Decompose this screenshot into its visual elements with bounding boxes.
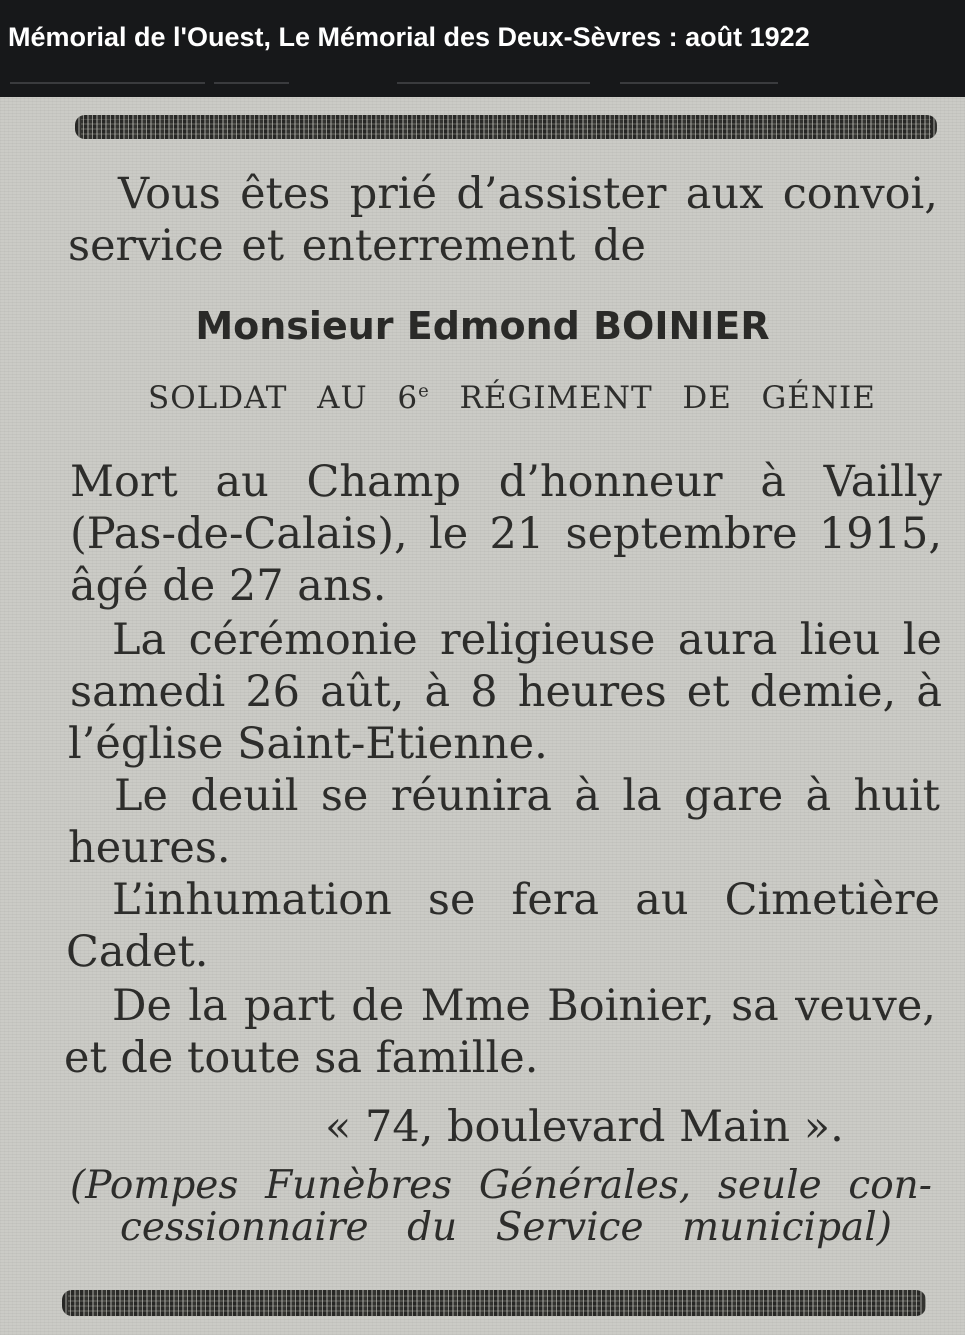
deceased-name: Monsieur Edmond BOINIER bbox=[195, 304, 770, 348]
pompes-line-2 bbox=[120, 1205, 892, 1251]
word: part bbox=[243, 981, 335, 1031]
word: se bbox=[427, 875, 476, 925]
body-line-5 bbox=[70, 667, 942, 717]
word: de bbox=[592, 221, 646, 271]
word: enterrement bbox=[301, 221, 576, 271]
word: d’honneur bbox=[498, 457, 723, 507]
word: Vous bbox=[118, 169, 221, 219]
word: L’inhumation bbox=[112, 875, 392, 925]
bottom-ornamental-rule bbox=[62, 1290, 926, 1316]
word: con- bbox=[848, 1163, 932, 1208]
word: DE bbox=[682, 380, 732, 416]
word: sa bbox=[731, 981, 779, 1031]
word: GÉNIE bbox=[761, 380, 876, 416]
newspaper-clipping bbox=[0, 97, 965, 1335]
address-line: « 74, boulevard Main ». bbox=[325, 1102, 844, 1152]
body-line-8: heures. bbox=[68, 823, 231, 873]
word: à bbox=[916, 667, 942, 717]
word: Mort bbox=[70, 457, 178, 507]
word: gare bbox=[684, 771, 784, 821]
word: RÉGIMENT bbox=[459, 380, 653, 416]
word: Funèbres bbox=[265, 1163, 453, 1208]
word: du bbox=[407, 1205, 458, 1250]
word: au bbox=[635, 875, 689, 925]
word: Boinier, bbox=[547, 981, 715, 1031]
word: septembre bbox=[565, 509, 798, 559]
word: seule bbox=[717, 1163, 822, 1208]
word: service bbox=[68, 221, 224, 271]
intro-line-2 bbox=[68, 221, 646, 271]
word: Mme bbox=[420, 981, 531, 1031]
word: à bbox=[574, 771, 600, 821]
word: aût, bbox=[320, 667, 405, 717]
body-line-3: âgé de 27 ans. bbox=[70, 561, 387, 611]
word: cérémonie bbox=[188, 615, 418, 665]
header-divider bbox=[0, 82, 965, 86]
word: Champ bbox=[306, 457, 462, 507]
word: de bbox=[351, 981, 405, 1031]
word: à bbox=[760, 457, 786, 507]
body-line-6: l’église Saint-Etienne. bbox=[68, 719, 548, 769]
word: lieu bbox=[799, 615, 881, 665]
word: et bbox=[241, 221, 285, 271]
body-line-9 bbox=[112, 875, 940, 925]
word: convoi, bbox=[782, 169, 938, 219]
word: la bbox=[622, 771, 662, 821]
word: êtes bbox=[240, 169, 331, 219]
word: 1915, bbox=[818, 509, 942, 559]
word: 21 bbox=[489, 509, 545, 559]
word: à bbox=[424, 667, 451, 717]
word: prié bbox=[349, 169, 437, 219]
word: cessionnaire bbox=[120, 1205, 369, 1250]
word: De bbox=[112, 981, 172, 1031]
military-rank bbox=[148, 380, 876, 416]
word: Vailly bbox=[823, 457, 942, 507]
word: veuve, bbox=[795, 981, 936, 1031]
word: huit bbox=[853, 771, 940, 821]
body-line-11 bbox=[112, 981, 936, 1031]
word: samedi bbox=[70, 667, 226, 717]
word: 8 bbox=[470, 667, 498, 717]
word: aura bbox=[677, 615, 778, 665]
word: Le bbox=[114, 771, 169, 821]
pompes-line-1 bbox=[70, 1163, 932, 1209]
word: Service bbox=[495, 1205, 644, 1250]
word: la bbox=[188, 981, 228, 1031]
word: heures bbox=[517, 667, 667, 717]
word: La bbox=[112, 615, 167, 665]
word: AU bbox=[317, 380, 368, 416]
word: Générales, bbox=[478, 1163, 692, 1208]
body-line-4 bbox=[112, 615, 942, 665]
word: et bbox=[686, 667, 730, 717]
top-ornamental-rule bbox=[75, 115, 937, 139]
body-line-7 bbox=[114, 771, 940, 821]
word: fera bbox=[511, 875, 600, 925]
word: se bbox=[320, 771, 369, 821]
body-line-10: Cadet. bbox=[66, 927, 209, 977]
word: (Pas-de-Calais), bbox=[70, 509, 408, 559]
word: d’assister bbox=[456, 169, 667, 219]
body-line-2 bbox=[70, 509, 942, 559]
document-title: Mémorial de l'Ouest, Le Mémorial des Deux-Sèvres : août 1922 bbox=[8, 22, 810, 52]
word: au bbox=[215, 457, 269, 507]
word: réunira bbox=[390, 771, 553, 821]
word: SOLDAT bbox=[148, 380, 288, 416]
word: deuil bbox=[190, 771, 299, 821]
word: aux bbox=[685, 169, 764, 219]
word: municipal) bbox=[682, 1205, 892, 1250]
word: religieuse bbox=[440, 615, 656, 665]
word: 26 bbox=[245, 667, 301, 717]
body-line-12: et de toute sa famille. bbox=[64, 1033, 539, 1083]
intro-line-1 bbox=[118, 169, 938, 219]
word: le bbox=[429, 509, 469, 559]
title-bar bbox=[0, 0, 965, 97]
word: à bbox=[805, 771, 832, 821]
word: demie, bbox=[749, 667, 897, 717]
word: Cimetière bbox=[724, 875, 940, 925]
regiment-number: 6e bbox=[397, 380, 430, 416]
word: le bbox=[902, 615, 942, 665]
body-line-1 bbox=[70, 457, 942, 507]
word: (Pompes bbox=[70, 1163, 239, 1208]
